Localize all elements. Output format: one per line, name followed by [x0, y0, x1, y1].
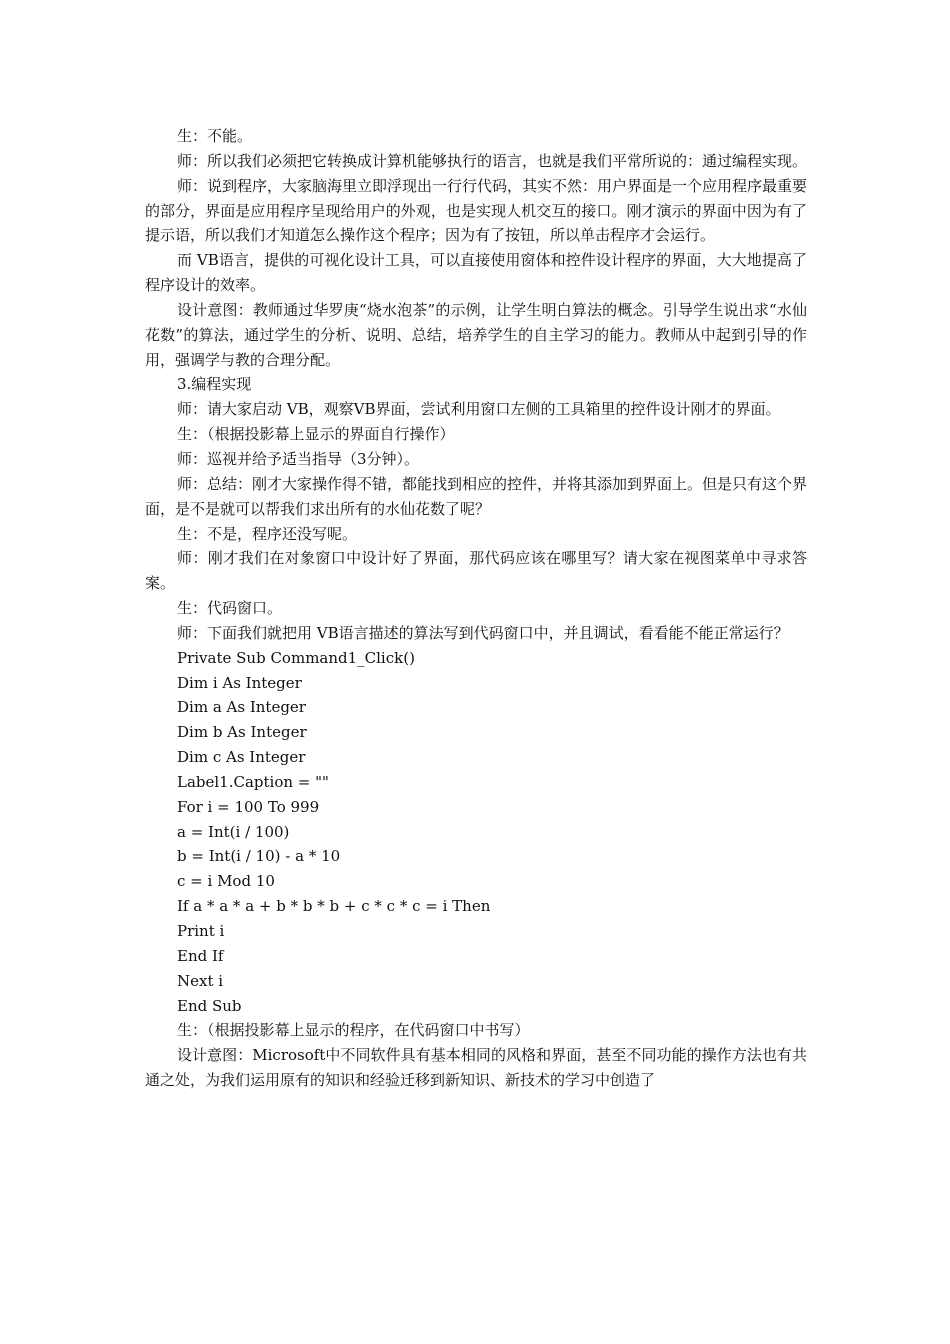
code-line: b = Int(i / 10) - a * 10 — [177, 847, 341, 866]
paragraph: 师：巡视并给予适当指导（3分钟）。 — [177, 449, 420, 468]
paragraph: 师：下面我们就把用 VB语言描述的算法写到代码窗口中，并且调试，看看能不能正常运行？ — [177, 623, 789, 642]
code-line: If a * a * a + b * b * b + c * c * c = i Then — [177, 897, 491, 916]
paragraph: 生：不能。 — [177, 127, 253, 145]
code-line: a = Int(i / 100) — [177, 822, 290, 841]
paragraph: 而 VB语言，提供的可视化设计工具，可以直接使用窗体和控件设计程序的界面，大大地提高了程序设计的效率。 — [145, 251, 807, 295]
paragraph: 师：请大家启动 VB，观察VB界面，尝试利用窗口左侧的工具箱里的控件设计刚才的界面。 — [177, 400, 781, 419]
code-line: Dim a As Integer — [177, 698, 306, 717]
code-line: Dim i As Integer — [177, 673, 302, 692]
code-line: Dim c As Integer — [177, 748, 306, 767]
code-line: End If — [177, 946, 224, 965]
paragraph: 设计意图：教师通过华罗庚“烧水泡茶”的示例，让学生明白算法的概念。引导学生说出求“水仙花数”的算法，通过学生的分析、说明、总结，培养学生的自主学习的能力。教师从中起到引导的作用，强调学与教的合理分配。 — [145, 300, 807, 369]
paragraph: 师：所以我们必须把它转换成计算机能够执行的语言，也就是我们平常所说的：通过编程实现。 — [177, 151, 808, 170]
paragraph: 师：刚才我们在对象窗口中设计好了界面，那代码应该在哪里写？请大家在视图菜单中寻求答案。 — [145, 549, 807, 593]
code-line: Dim b As Integer — [177, 723, 307, 742]
code-block — [145, 646, 807, 1019]
paragraph: 生：不是，程序还没写呢。 — [177, 524, 358, 543]
paragraph: 生：代码窗口。 — [177, 599, 283, 618]
code-line: Print i — [177, 922, 225, 940]
paragraph: 生：（根据投影幕上显示的程序，在代码窗口中书写） — [177, 1021, 530, 1040]
paragraph: 设计意图：Microsoft中不同软件具有基本相同的风格和界面，甚至不同功能的操作方法也有共通之处，为我们运用原有的知识和经验迁移到新知识、新技术的学习中创造了 — [145, 1046, 807, 1090]
paragraph: 生：（根据投影幕上显示的界面自行操作） — [177, 425, 455, 444]
paragraph: 师：总结：刚才大家操作得不错，都能找到相应的控件，并将其添加到界面上。但是只有这个界面，是不是就可以帮我们求出所有的水仙花数了呢？ — [145, 474, 808, 518]
section-heading: 3.编程实现 — [177, 375, 252, 394]
paragraph: 师：说到程序，大家脑海里立即浮现出一行行代码，其实不然：用户界面是一个应用程序最重要的部分，界面是应用程序呈现给用户的外观，也是实现人机交互的接口。刚才演示的界面中因为有了提示语，所以我们才知道怎么操作这个程序；因为有了按钮，所以单击程序才会运行。 — [145, 176, 808, 245]
code-line: Label1.Caption = "" — [177, 772, 329, 791]
code-line: For i = 100 To 999 — [177, 797, 320, 816]
code-line: Private Sub Command1_Click() — [177, 648, 415, 667]
code-line: Next i — [177, 971, 224, 990]
code-line: c = i Mod 10 — [177, 872, 275, 891]
document-page — [145, 124, 807, 1093]
code-line: End Sub — [177, 996, 242, 1015]
